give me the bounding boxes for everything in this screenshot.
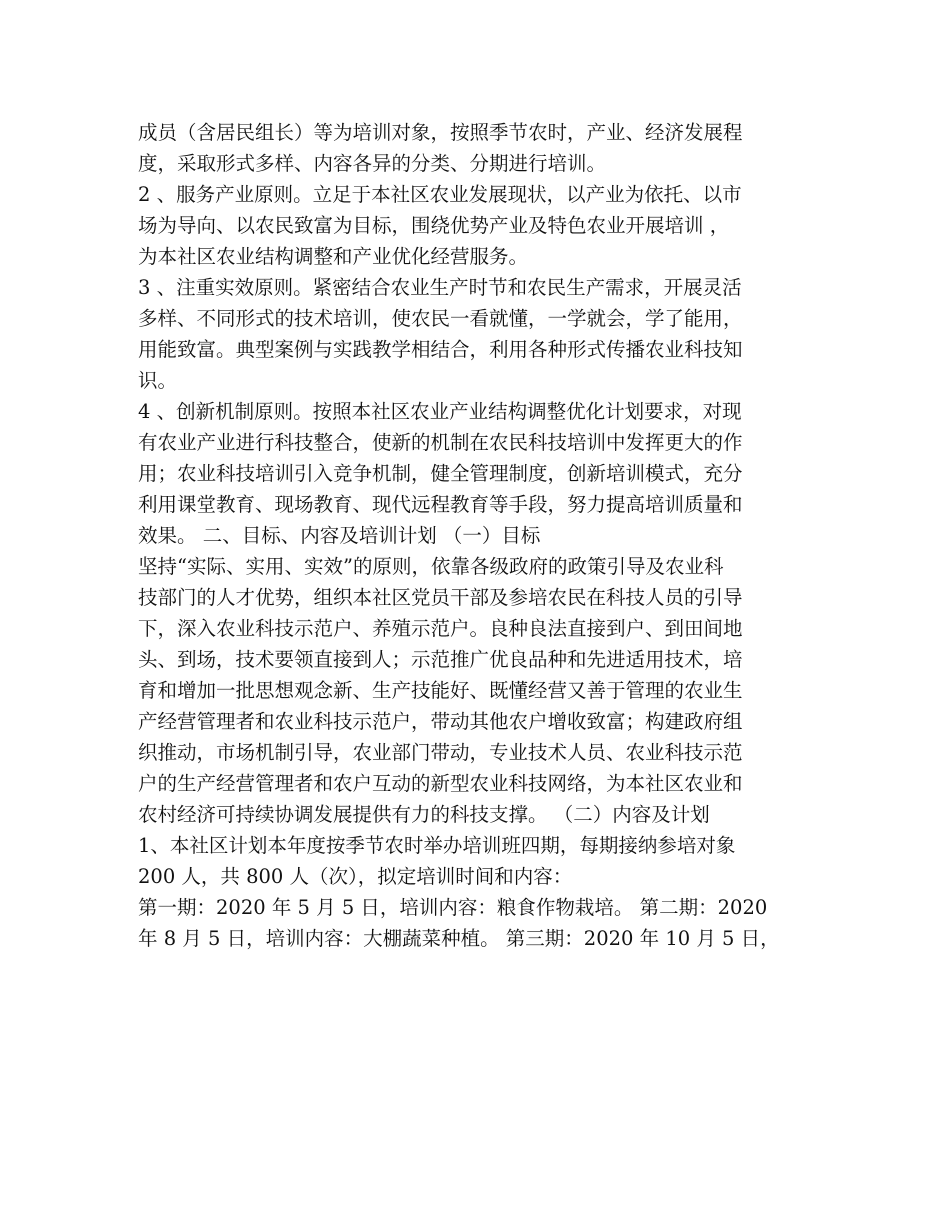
text-line: 200 人，共 800 人（次），拟定培训时间和内容： <box>138 865 573 888</box>
text-line: 技部门的人才优势，组织本社区党员干部及参培农民在科技人员的引导 <box>138 586 743 609</box>
text-line: 1、本社区计划本年度按季节农时举办培训班四期，每期接纳参培对象 <box>138 834 736 857</box>
text-line: 为本社区农业结构调整和产业优化经营服务。 <box>138 245 529 268</box>
text-line: 产经营管理者和农业科技示范户，带动其他农户增收致富；构建政府组 <box>138 710 743 733</box>
text-line: 有农业产业进行科技整合，使新的机制在农民科技培训中发挥更大的作 <box>138 431 743 454</box>
text-line: 多样、不同形式的技术培训，使农民一看就懂，一学就会，学了能用， <box>138 307 743 330</box>
text-line: 第一期：2020 年 5 月 5 日，培训内容：粮食作物栽培。 第二期：2020 <box>138 896 768 919</box>
text-line: 育和增加一批思想观念新、生产技能好、既懂经营又善于管理的农业生 <box>138 679 743 702</box>
text-line: 年 8 月 5 日，培训内容：大棚蔬菜种植。 第三期：2020 年 10 月 5 日， <box>138 927 780 950</box>
text-line: 识。 <box>138 369 178 392</box>
text-line: 4 、创新机制原则。按照本社区农业产业结构调整优化计划要求，对现 <box>138 400 742 423</box>
text-line: 头、到场，技术要领直接到人；示范推广优良品种和先进适用技术，培 <box>138 648 743 671</box>
text-line: 户的生产经营管理者和农户互动的新型农业科技网络，为本社区农业和 <box>138 772 743 795</box>
text-line: 农村经济可持续协调发展提供有力的科技支撑。 （二）内容及计划 <box>138 803 710 826</box>
text-line: 织推动，市场机制引导，农业部门带动，专业技术人员、农业科技示范 <box>138 741 743 764</box>
document-body <box>138 117 818 954</box>
text-line: 用能致富。典型案例与实践教学相结合，利用各种形式传播农业科技知 <box>138 338 743 361</box>
text-line: 3 、注重实效原则。紧密结合农业生产时节和农民生产需求，开展灵活 <box>138 276 742 299</box>
text-line: 成员（含居民组长）等为培训对象，按照季节农时，产业、经济发展程 <box>138 121 743 144</box>
text-line: 度，采取形式多样、内容各异的分类、分期进行培训。 <box>138 152 607 175</box>
text-line: 坚持“实际、实用、实效”的原则，依靠各级政府的政策引导及农业科 <box>138 555 724 578</box>
text-line: 效果。 二、目标、内容及培训计划 （一）目标 <box>138 524 541 547</box>
text-line: 用；农业科技培训引入竞争机制，健全管理制度，创新培训模式，充分 <box>138 462 743 485</box>
text-line: 场为导向、以农民致富为目标，围绕优势产业及特色农业开展培训 ， <box>138 214 730 237</box>
text-line: 利用课堂教育、现场教育、现代远程教育等手段，努力提高培训质量和 <box>138 493 743 516</box>
text-line: 下，深入农业科技示范户、养殖示范户。良种良法直接到户、到田间地 <box>138 617 743 640</box>
text-line: 2 、服务产业原则。立足于本社区农业发展现状，以产业为依托、以市 <box>138 183 742 206</box>
